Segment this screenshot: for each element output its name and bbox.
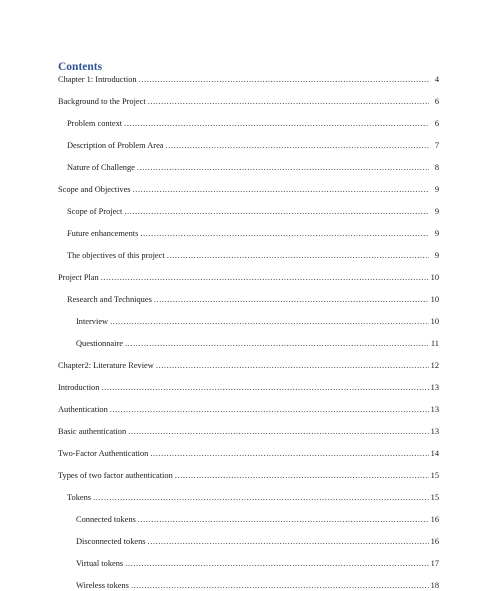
toc-entry-label: Questionnaire	[76, 339, 123, 348]
toc-entry-label: Wireless tokens	[76, 581, 129, 590]
toc-entry-page-number: 9	[434, 229, 439, 238]
toc-entry-page-number: 6	[434, 97, 439, 106]
toc-entry[interactable]	[58, 207, 439, 217]
toc-leader-dots	[154, 295, 429, 305]
toc-entry-label: Types of two factor authentication	[58, 471, 173, 480]
toc-entry[interactable]	[58, 119, 439, 129]
toc-entry[interactable]	[58, 185, 439, 195]
toc-entry-page-number: 10	[430, 273, 439, 282]
toc-entry-page-number: 10	[430, 317, 439, 326]
toc-entry[interactable]	[58, 537, 439, 547]
toc-entry-label: Research and Techniques	[67, 295, 152, 304]
toc-leader-dots	[110, 405, 429, 415]
toc-entry-page-number: 15	[430, 471, 439, 480]
toc-list	[58, 75, 439, 591]
toc-entry-label: Nature of Challenge	[67, 163, 135, 172]
toc-entry-label: Introduction	[58, 383, 100, 392]
toc-entry[interactable]	[58, 97, 439, 107]
toc-leader-dots	[156, 361, 429, 371]
toc-entry[interactable]	[58, 515, 439, 525]
toc-entry-label: Background to the Project	[58, 97, 146, 106]
toc-leader-dots	[133, 185, 429, 195]
toc-entry[interactable]	[58, 295, 439, 305]
toc-leader-dots	[139, 75, 429, 85]
toc-leader-dots	[150, 449, 428, 459]
toc-leader-dots	[175, 471, 429, 481]
toc-entry-page-number: 7	[434, 141, 439, 150]
toc-entry-page-number: 12	[430, 361, 439, 370]
toc-entry-label: Project Plan	[58, 273, 99, 282]
toc-entry[interactable]	[58, 581, 439, 591]
toc-entry-label: Description of Problem Area	[67, 141, 164, 150]
toc-entry-label: Basic authentication	[58, 427, 127, 436]
toc-entry-label: Problem context	[67, 119, 123, 128]
toc-entry[interactable]	[58, 427, 439, 437]
toc-entry[interactable]	[58, 449, 439, 459]
toc-entry-label: Authentication	[58, 405, 108, 414]
toc-entry-page-number: 14	[430, 449, 439, 458]
toc-entry-label: Scope and Objectives	[58, 185, 131, 194]
toc-entry-label: The objectives of this project	[67, 251, 165, 260]
toc-entry-page-number: 17	[430, 559, 439, 568]
toc-entry[interactable]	[58, 163, 439, 173]
toc-entry[interactable]	[58, 317, 439, 327]
toc-leader-dots	[125, 559, 428, 569]
toc-entry-label: Tokens	[67, 493, 92, 502]
toc-entry[interactable]	[58, 361, 439, 371]
toc-heading: Contents	[58, 61, 103, 73]
toc-entry[interactable]	[58, 405, 439, 415]
toc-leader-dots	[148, 97, 429, 107]
toc-entry-page-number: 16	[430, 537, 439, 546]
toc-entry-label: Virtual tokens	[76, 559, 124, 568]
toc-entry-page-number: 4	[434, 75, 439, 84]
toc-entry[interactable]	[58, 229, 439, 239]
toc-leader-dots	[148, 537, 429, 547]
toc-entry-page-number: 13	[430, 427, 439, 436]
toc-entry-label: Interview	[76, 317, 109, 326]
toc-leader-dots	[137, 163, 429, 173]
toc-entry-label: Chapter2: Literature Review	[58, 361, 154, 370]
document-page	[58, 60, 439, 591]
toc-entry-page-number: 13	[430, 405, 439, 414]
toc-entry[interactable]	[58, 339, 439, 349]
toc-entry-label: Two-Factor Authentication	[58, 449, 149, 458]
toc-leader-dots	[128, 427, 428, 437]
toc-entry-page-number: 10	[430, 295, 439, 304]
toc-entry[interactable]	[58, 75, 439, 85]
toc-entry-page-number: 8	[434, 163, 439, 172]
toc-leader-dots	[124, 207, 429, 217]
toc-entry-label: Scope of Project	[67, 207, 123, 216]
toc-entry-label: Connected tokens	[76, 515, 136, 524]
toc-entry-page-number: 9	[434, 207, 439, 216]
toc-entry[interactable]	[58, 251, 439, 261]
toc-entry-page-number: 9	[434, 185, 439, 194]
toc-entry-page-number: 6	[434, 119, 439, 128]
toc-entry-page-number: 15	[430, 493, 439, 502]
toc-entry-page-number: 11	[430, 339, 439, 348]
toc-leader-dots	[110, 317, 429, 327]
toc-leader-dots	[138, 515, 429, 525]
toc-entry-label: Chapter 1: Introduction	[58, 75, 137, 84]
toc-leader-dots	[167, 251, 429, 261]
toc-entry-label: Disconnected tokens	[76, 537, 146, 546]
toc-leader-dots	[101, 273, 429, 283]
toc-entry[interactable]	[58, 383, 439, 393]
toc-entry-page-number: 18	[430, 581, 439, 590]
toc-entry[interactable]	[58, 141, 439, 151]
toc-leader-dots	[125, 339, 429, 349]
toc-entry-page-number: 13	[430, 383, 439, 392]
toc-entry-label: Future enhancements	[67, 229, 139, 238]
toc-leader-dots	[124, 119, 429, 129]
toc-leader-dots	[101, 383, 428, 393]
toc-entry[interactable]	[58, 559, 439, 569]
toc-leader-dots	[166, 141, 429, 151]
toc-leader-dots	[140, 229, 429, 239]
toc-entry-page-number: 16	[430, 515, 439, 524]
toc-entry-page-number: 9	[434, 251, 439, 260]
toc-entry[interactable]	[58, 273, 439, 283]
toc-entry[interactable]	[58, 471, 439, 481]
toc-leader-dots	[131, 581, 429, 591]
